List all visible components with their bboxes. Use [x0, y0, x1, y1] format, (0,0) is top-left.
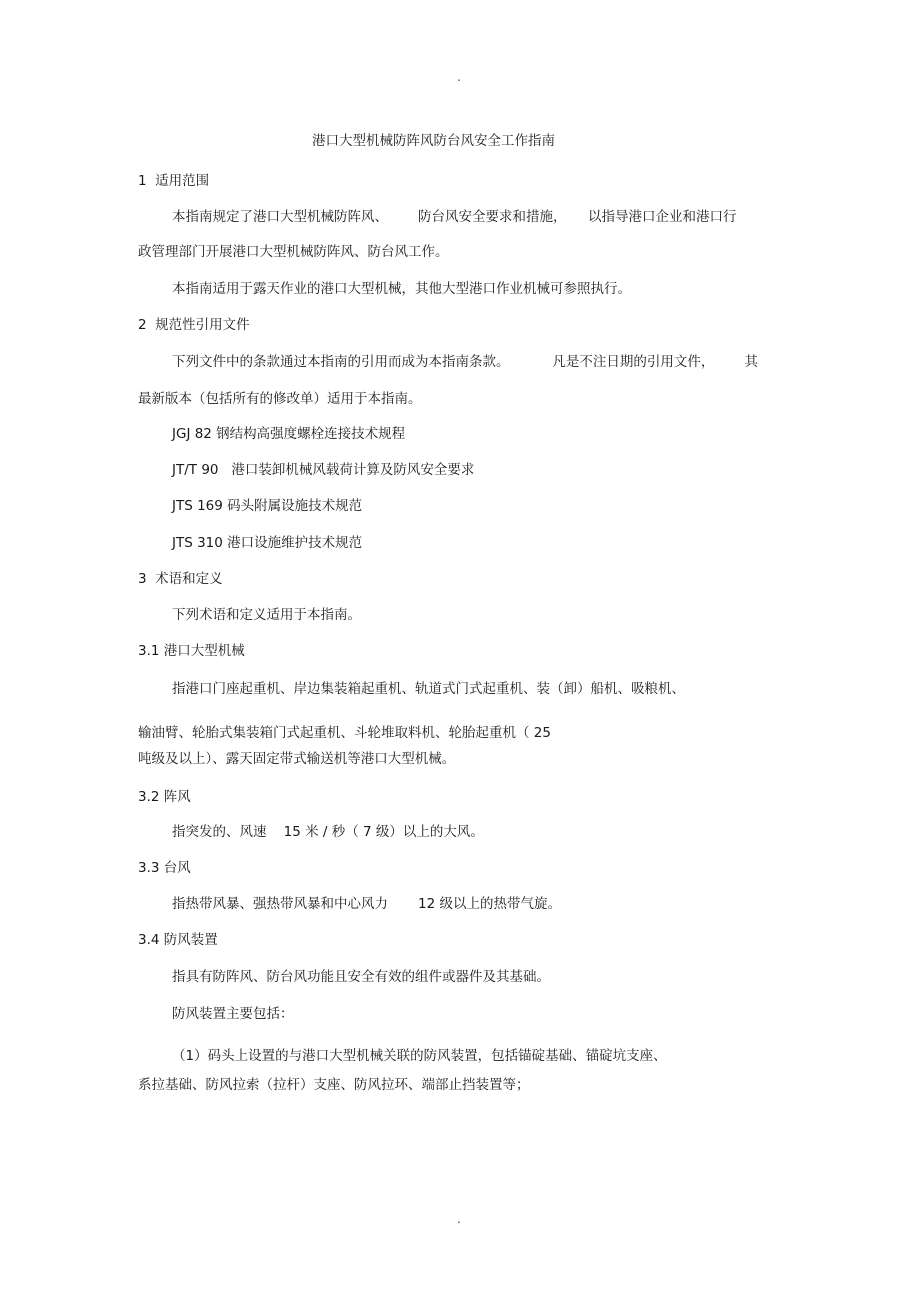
section-2-paragraph-line-1: 下列文件中的条款通过本指南的引用而成为本指南条款。 凡是不注日期的引用文件， 其 — [172, 354, 758, 370]
term-3-4-heading: 3.4 防风装置 — [138, 932, 218, 948]
section-2-paragraph-line-2: 最新版本（包括所有的修改单）适用于本指南。 — [138, 391, 422, 407]
reference-item: JTS 169 码头附属设施技术规范 — [172, 498, 363, 514]
term-3-4-definition: 指具有防阵风、防台风功能且安全有效的组件或器件及其基础。 — [172, 969, 550, 985]
reference-item: JT/T 90 港口装卸机械风载荷计算及防风安全要求 — [172, 462, 475, 478]
section-1-paragraph-1-line-2: 政管理部门开展港口大型机械防阵风、防台风工作。 — [138, 244, 449, 260]
document-title: 港口大型机械防阵风防台风安全工作指南 — [312, 133, 555, 149]
section-3-intro: 下列术语和定义适用于本指南。 — [172, 607, 361, 623]
header-dot: . — [457, 70, 461, 84]
reference-item: JGJ 82 钢结构高强度螺栓连接技术规程 — [172, 426, 406, 442]
reference-item: JTS 310 港口设施维护技术规范 — [172, 535, 363, 551]
term-3-4-item-1-line-1: （1）码头上设置的与港口大型机械关联的防风装置，包括锚碇基础、锚碇坑支座、 — [172, 1048, 667, 1064]
term-3-2-definition: 指突发的、风速 15 米 / 秒（ 7 级）以上的大风。 — [172, 824, 484, 840]
term-3-4-item-1-line-2: 系拉基础、防风拉索（拉杆）支座、防风拉环、端部止挡装置等； — [138, 1077, 530, 1093]
section-1-heading: 1 适用范围 — [138, 173, 210, 189]
section-2-heading: 2 规范性引用文件 — [138, 317, 250, 333]
section-3-heading: 3 术语和定义 — [138, 571, 223, 587]
footer-dot: . — [457, 1212, 461, 1226]
term-3-3-definition: 指热带风暴、强热带风暴和中心风力 12 级以上的热带气旋。 — [172, 896, 562, 912]
term-3-1-heading: 3.1 港口大型机械 — [138, 643, 245, 659]
section-1-paragraph-2: 本指南适用于露天作业的港口大型机械，其他大型港口作业机械可参照执行。 — [172, 281, 631, 297]
section-1-paragraph-1-line-1: 本指南规定了港口大型机械防阵风、 防台风安全要求和措施， 以指导港口企业和港口行 — [172, 209, 737, 225]
term-3-2-heading: 3.2 阵风 — [138, 789, 191, 805]
term-3-4-list-intro: 防风装置主要包括： — [172, 1006, 294, 1022]
term-3-1-definition-line-1: 指港口门座起重机、岸边集装箱起重机、轨道式门式起重机、装（卸）船机、吸粮机、 — [172, 681, 685, 697]
term-3-3-heading: 3.3 台风 — [138, 860, 191, 876]
term-3-1-definition-line-2: 输油臂、轮胎式集装箱门式起重机、斗轮堆取料机、轮胎起重机（ 25 — [138, 725, 551, 741]
term-3-1-definition-line-3: 吨级及以上）、露天固定带式输送机等港口大型机械。 — [138, 751, 456, 767]
